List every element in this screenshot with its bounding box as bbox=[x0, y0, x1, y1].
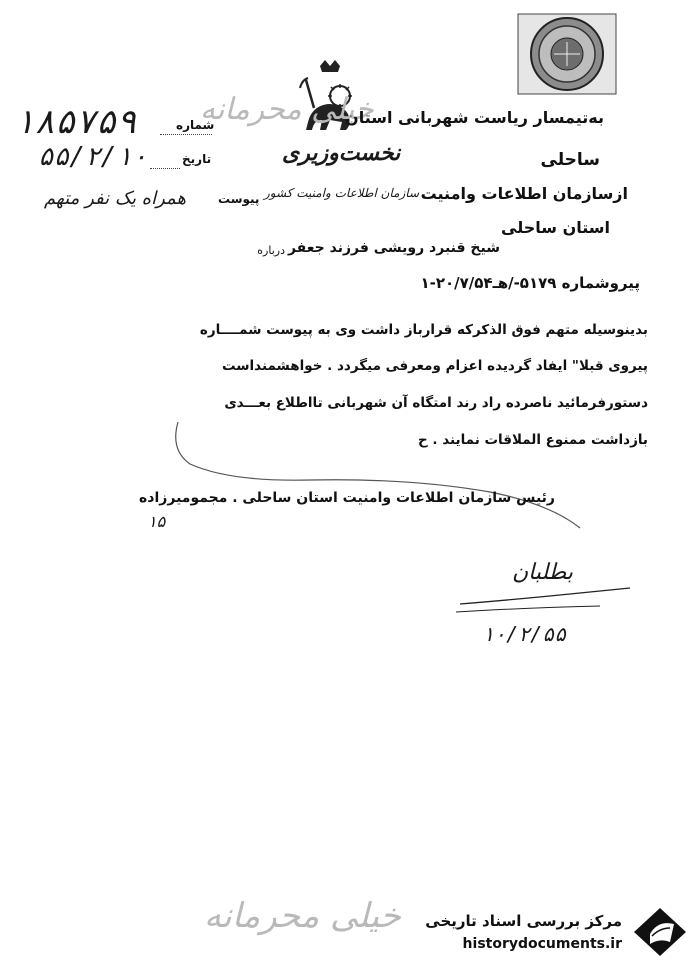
classification-stamp-top: خیلی محرمانه bbox=[200, 92, 374, 127]
margin-scribble bbox=[170, 420, 630, 540]
province-name: استان ساحلی bbox=[501, 218, 610, 237]
official-seal-icon bbox=[516, 12, 618, 96]
body-line: بازداشت ممنوع الملاقات نمایند . ح bbox=[417, 432, 648, 448]
body-line: بدینوسیله متهم فوق الذکرکه قرارباز داشت وی به پیوست شمــــاره bbox=[199, 322, 648, 338]
province-line: ساحلی bbox=[540, 150, 600, 170]
recipient-line: به‌تیمسار ریاست شهربانی استان bbox=[345, 108, 604, 127]
archive-website: historydocuments.ir bbox=[462, 936, 622, 952]
org-stamp: سازمان اطلاعات وامنیت کشور bbox=[264, 186, 419, 200]
archive-center-name: مرکز بررسی اسناد تاریخی bbox=[425, 912, 622, 930]
subject-text: شیخ قنبرد رویشی فرزند جعفر bbox=[287, 240, 500, 256]
body-line: دستورفرمائید ناصرده راد رند امتگاه آن شهربانی تااطلاع بعـــدی bbox=[224, 395, 648, 411]
date-dotted-line bbox=[150, 168, 180, 169]
date-label: تاریخ bbox=[182, 152, 212, 166]
signature-mark: ۱۵ bbox=[148, 512, 166, 531]
classification-stamp-bottom: خیلی محرمانه bbox=[204, 896, 401, 936]
body-line: پیروی قبلا" ایفاد گردیده اعزام ومعرفی میگردد . خواهشمنداست bbox=[221, 358, 648, 374]
attachment-label: پیوست bbox=[218, 192, 260, 206]
number-label: شماره bbox=[176, 118, 215, 132]
prime-ministry-stamp: نخست‌وزیری bbox=[282, 140, 401, 166]
handwritten-note: بطلبان bbox=[512, 560, 573, 585]
archive-logo-icon bbox=[630, 904, 690, 960]
document-number-handwritten: ۱۸۵۷۵۹ bbox=[14, 102, 137, 142]
from-org-line: ازسازمان اطلاعات وامنیت bbox=[420, 184, 628, 203]
attachment-handwritten: همراه یک نفر متهم bbox=[44, 188, 186, 209]
reference-line: پیروشماره ‎-۵۱۷۹‎/هـ۱‎-۲۰/۷/۵۴ bbox=[420, 274, 640, 292]
number-dotted-line bbox=[160, 134, 212, 135]
handwritten-date: ۱۰/۲/۵۵ bbox=[482, 622, 567, 646]
date-handwritten: ۵۵/۲/۱۰ bbox=[38, 142, 148, 172]
subject-label: درباره bbox=[257, 244, 285, 257]
signatory-title: رئیس سازمان اطلاعات وامنیت استان ساحلی . مجمومیرزاده bbox=[139, 490, 555, 506]
